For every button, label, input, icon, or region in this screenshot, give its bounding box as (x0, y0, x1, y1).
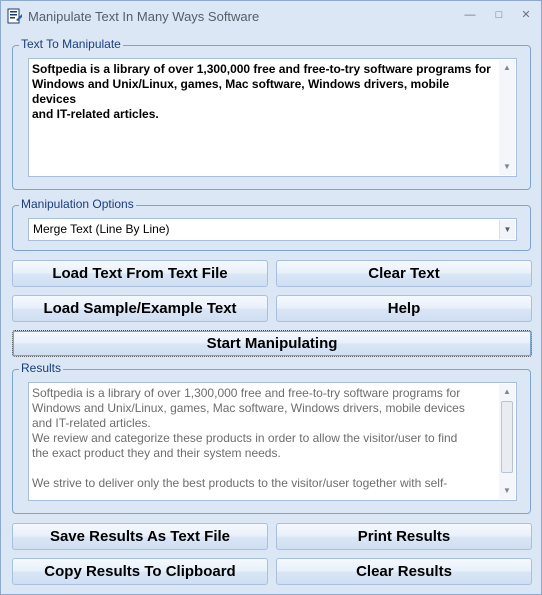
load-sample-button[interactable]: Load Sample/Example Text (12, 295, 268, 322)
input-scrollbar[interactable] (499, 60, 515, 175)
manipulation-select-value: Merge Text (Line By Line) (33, 222, 170, 236)
down-arrow-icon[interactable]: ▼ (503, 162, 511, 171)
down-arrow-icon[interactable]: ▼ (503, 486, 511, 495)
up-arrow-icon[interactable]: ▲ (503, 387, 511, 396)
maximize-button[interactable]: □ (495, 9, 503, 21)
results-scrollbar[interactable] (499, 384, 515, 499)
app-icon (7, 8, 23, 24)
results-group-title: Results (21, 361, 62, 375)
start-manipulating-button[interactable]: Start Manipulating (12, 330, 532, 357)
window-title: Manipulate Text In Many Ways Software (28, 9, 260, 24)
load-text-button[interactable]: Load Text From Text File (12, 260, 268, 287)
title-bar (1, 1, 541, 32)
manipulation-select[interactable] (28, 218, 517, 241)
input-group (12, 37, 531, 190)
input-textarea[interactable] (28, 58, 517, 177)
input-text: Softpedia is a library of over 1,300,000 free and free-to-try software programs for Windows and Unix/Linux, games, Mac software, Windows drivers, mobile devices and IT-related articles. (32, 62, 491, 121)
results-text: Softpedia is a library of over 1,300,000 free and free-to-try software programs for Windows and Unix/Linux, games, Mac software, Windows drivers, mobile devices and IT-related articles. We review and categorize these products in order to allow the visitor/user to find the exact product they and their system needs. We strive to deliver only the best products to the visitor/user together with self- (32, 386, 465, 490)
options-group (12, 197, 531, 251)
results-group (12, 361, 531, 514)
up-arrow-icon[interactable]: ▲ (503, 63, 511, 72)
chevron-down-icon[interactable]: ▼ (499, 220, 515, 239)
copy-results-button[interactable]: Copy Results To Clipboard (12, 558, 268, 585)
print-results-button[interactable]: Print Results (276, 523, 532, 550)
results-scroll-thumb[interactable] (501, 401, 513, 473)
help-button[interactable]: Help (276, 295, 532, 322)
minimize-button[interactable]: — (464, 9, 476, 21)
save-results-button[interactable]: Save Results As Text File (12, 523, 268, 550)
clear-results-button[interactable]: Clear Results (276, 558, 532, 585)
options-group-title: Manipulation Options (21, 197, 134, 211)
input-group-title: Text To Manipulate (21, 37, 121, 51)
clear-text-button[interactable]: Clear Text (276, 260, 532, 287)
close-button[interactable]: ✕ (521, 9, 531, 21)
results-textarea[interactable] (28, 382, 517, 501)
